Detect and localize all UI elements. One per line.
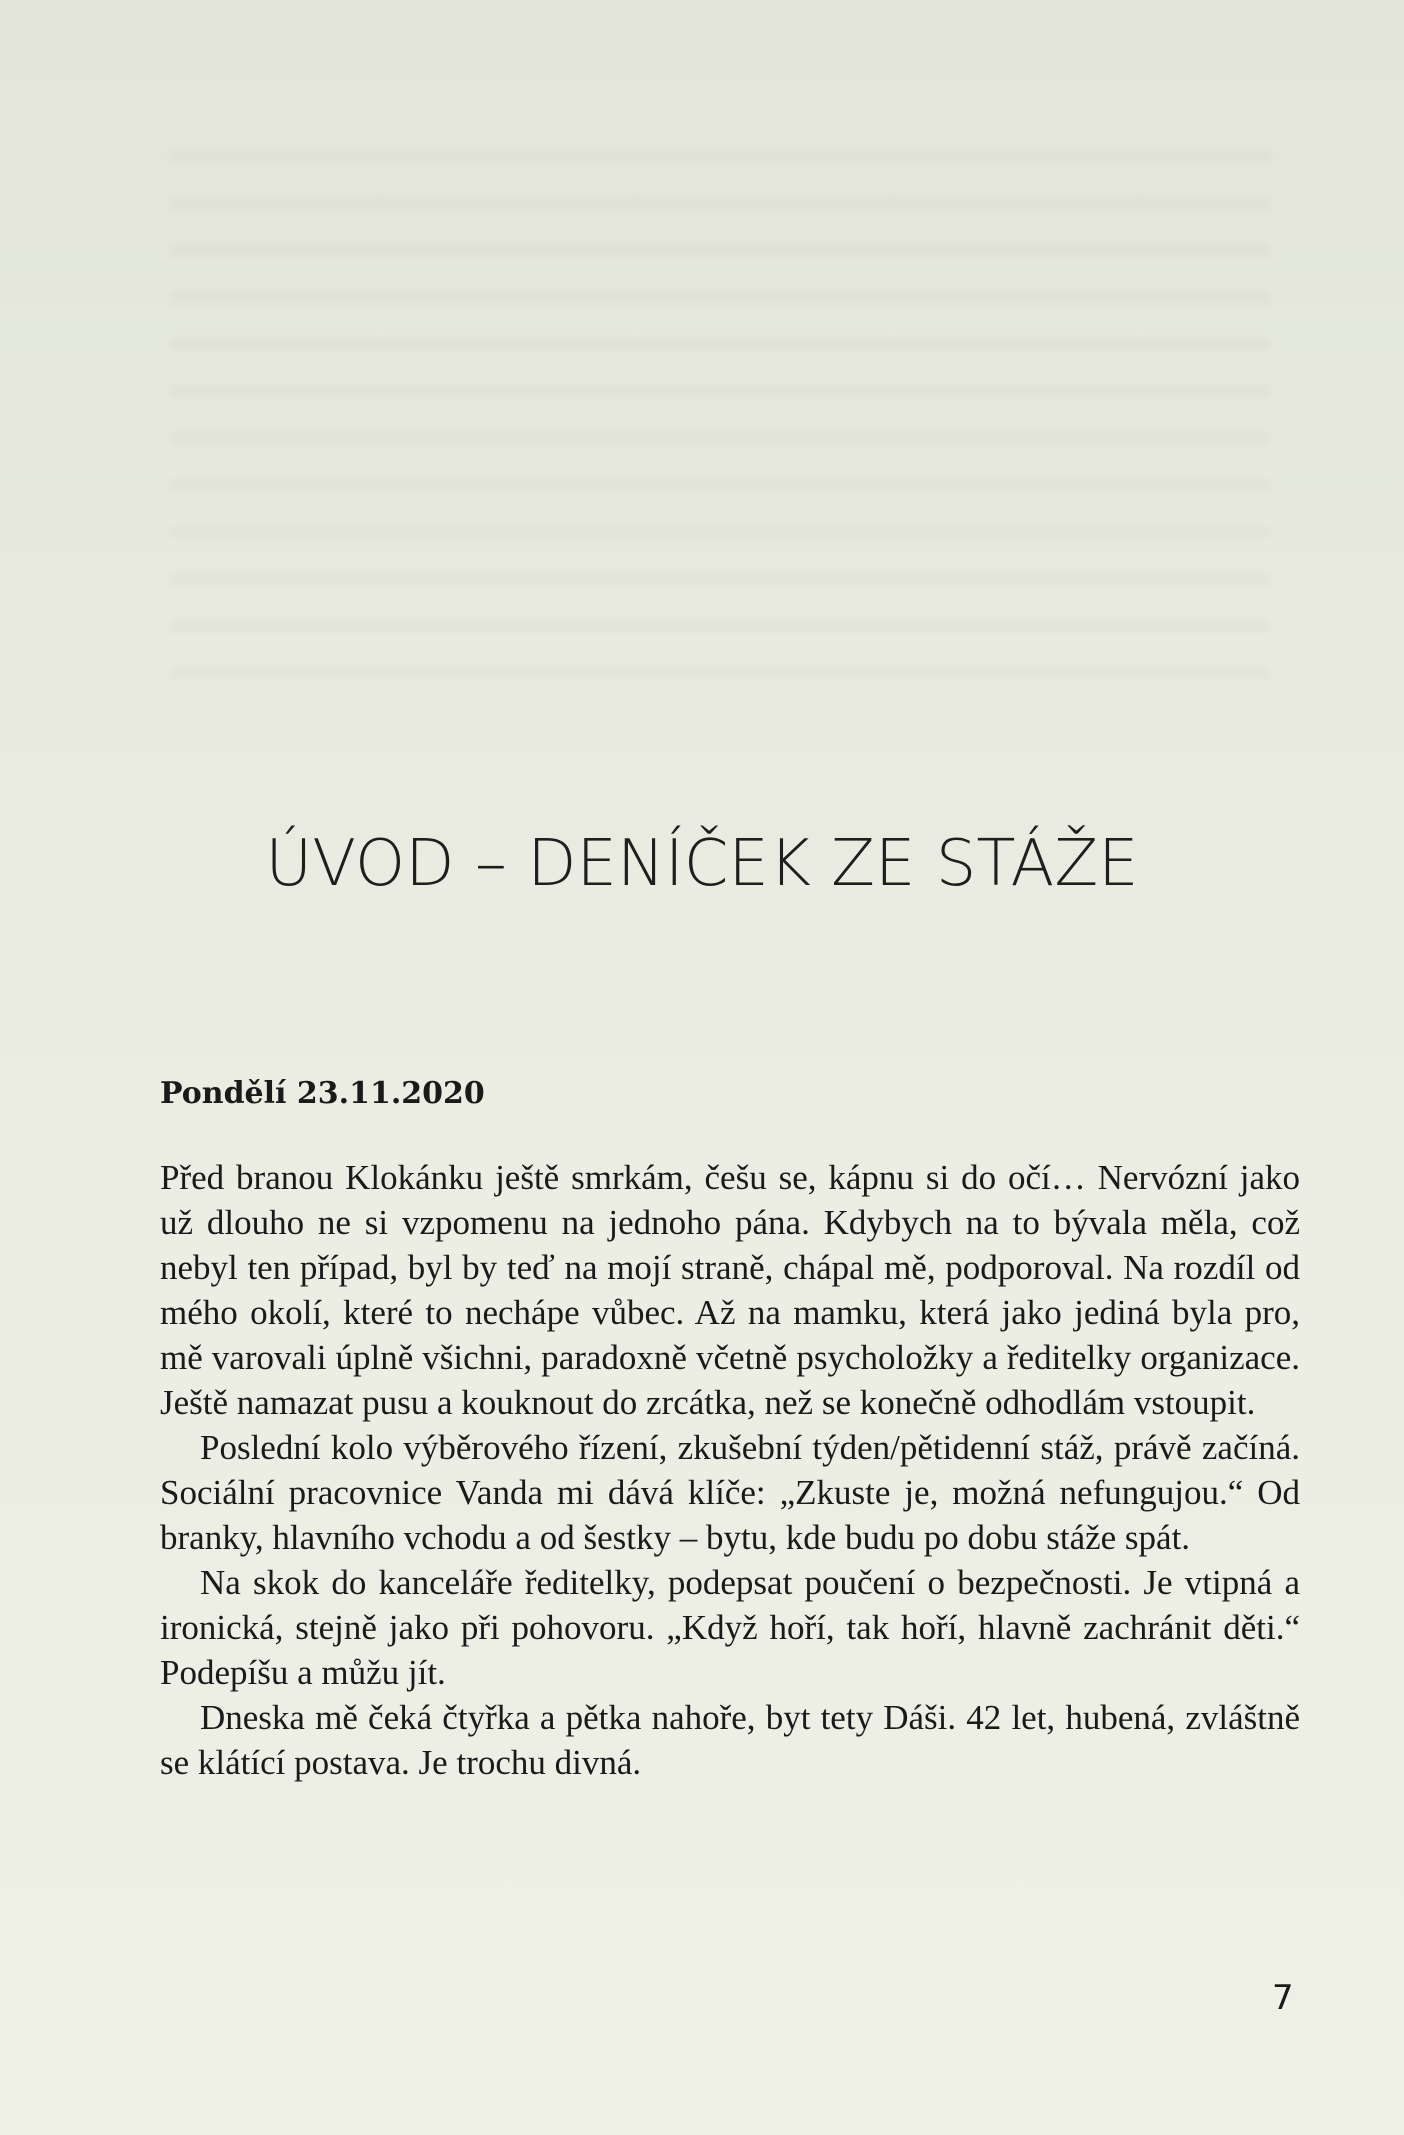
entry-date-heading: Pondělí 23.11.2020 (160, 1076, 485, 1111)
paragraph: Dneska mě čeká čtyřka a pětka nahoře, byt tety Dáši. 42 let, hubená, zvláštně se klátící postava. Je trochu divná. (160, 1698, 1300, 1782)
paragraph: Na skok do kanceláře ředitelky, podepsat poučení o bezpečnosti. Je vtipná a ironická, stejně jako při pohovoru. „Když hoří, tak hoří, hlavně zachránit děti.“ Podepíšu a můžu jít. (160, 1563, 1300, 1692)
chapter-title: ÚVOD – DENÍČEK ZE STÁŽE (265, 827, 1139, 901)
paragraph: Před branou Klokánku ještě smrkám, češu se, kápnu si do očí… Nervózní jako už dlouho ne si vzpomenu na jednoho pána. Kdybych na to bývala měla, což nebyl ten případ, byl by teď na mojí straně, chápal mě, podporoval. Na rozdíl od mého okolí, které to nechápe vůbec. Až na mamku, která jako jediná byla pro, mě varovali úplně všichni, paradoxně včetně psycholožky a ředitelky organizace. Ještě namazat pusu a kouknout do zrcátka, než se konečně odhodlám vstoupit. (160, 1158, 1300, 1422)
bleed-through-text (170, 150, 1270, 710)
paragraph: Poslední kolo výběrového řízení, zkušební týden/pětidenní stáž, právě začíná. Sociální pracovnice Vanda mi dává klíče: „Zkuste je, možná nefungujou.“ Od branky, hlavního vchodu a od šestky – bytu, kde budu po dobu stáže spát. (160, 1428, 1300, 1557)
entry-body (160, 1155, 1300, 1785)
page-number: 7 (1272, 1978, 1294, 2018)
